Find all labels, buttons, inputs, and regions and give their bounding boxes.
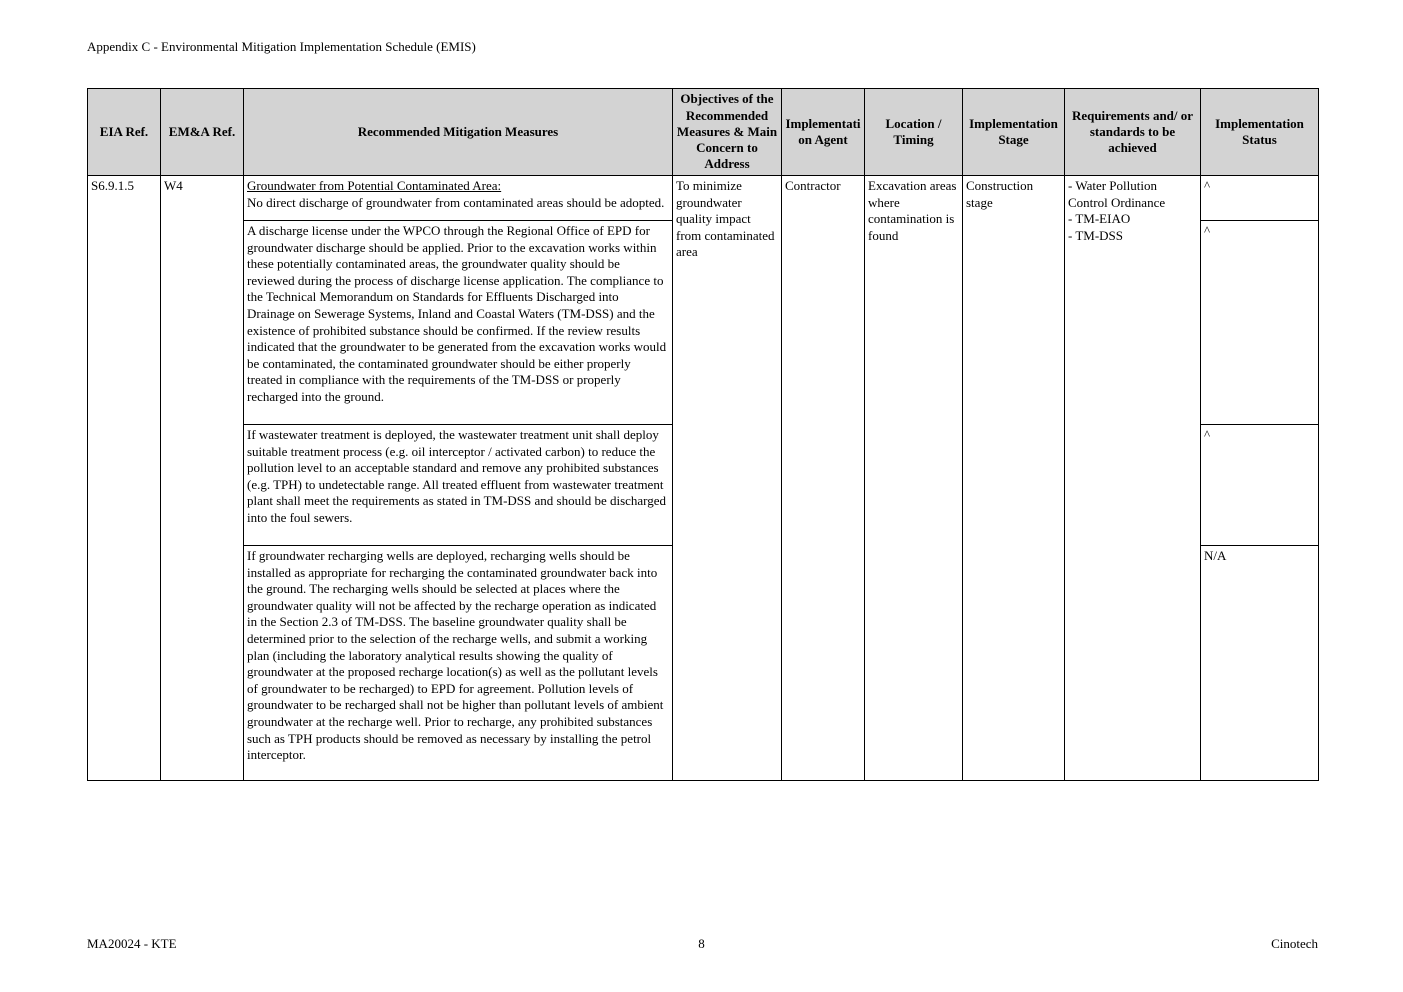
cell-status-3: ^ xyxy=(1201,425,1319,546)
footer-company: Cinotech xyxy=(1271,936,1318,951)
emis-table xyxy=(87,88,1319,781)
cell-requirements xyxy=(1065,176,1201,781)
requirement-item: - TM-DSS xyxy=(1068,227,1124,243)
cell-status-2: ^ xyxy=(1201,221,1319,425)
cell-ema-ref: W4 xyxy=(161,176,244,781)
header-objectives: Objectives of the Recommended Measures & Main Concern to Address xyxy=(673,89,782,176)
table-row xyxy=(88,176,1319,221)
cell-location-timing: Excavation areas where contamination is found xyxy=(865,176,963,781)
cell-measure-3: If wastewater treatment is deployed, the wastewater treatment unit shall deploy suitable treatment process (e.g. oil interceptor / activated carbon) to reduce the pollution level to an acceptable standard and remove any prohibited substances (e.g. TPH) to undetectable range. All treated effluent from wastewater treatment plant shall meet the requirements as stated in TM-DSS and should be discharged into the foul sewers. xyxy=(244,425,673,546)
footer-doc-ref: MA20024 - KTE xyxy=(87,936,177,951)
cell-implementation-agent: Contractor xyxy=(782,176,865,781)
cell-measure-4: If groundwater recharging wells are deployed, recharging wells should be installed as appropriate for recharging the contaminated groundwater back into the ground. The recharging wells should be selected at places where the groundwater quality will not be affected by the recharge operation as indicated in the Section 2.3 of TM-DSS. The baseline groundwater quality shall be determined prior to the selection of the recharge wells, and submit a working plan (including the laboratory analytical results showing the quality of groundwater at the proposed recharge location(s) as well as the pollutant levels of groundwater to be recharged) to EPD for agreement. Pollution levels of groundwater to be recharged shall not be higher than pollutant levels of ambient groundwater at the recharge well. Prior to recharge, any prohibited substances such as TPH products should be removed as necessary by installing the petrol interceptor. xyxy=(244,546,673,781)
cell-status-1: ^ xyxy=(1201,176,1319,221)
cell-eia-ref: S6.9.1.5 xyxy=(88,176,161,781)
header-implementation-status: Implementation Status xyxy=(1201,89,1319,176)
header-ema-ref: EM&A Ref. xyxy=(161,89,244,176)
requirement-item: - Water Pollution Control Ordinance xyxy=(1068,178,1166,210)
header-eia-ref: EIA Ref. xyxy=(88,89,161,176)
footer-page-number: 8 xyxy=(698,936,705,951)
header-requirements: Requirements and/ or standards to be achieved xyxy=(1065,89,1201,176)
measure-text: No direct discharge of groundwater from contaminated areas should be adopted. xyxy=(247,194,665,210)
requirement-item: - TM-EIAO xyxy=(1068,211,1131,227)
cell-objectives: To minimize groundwater quality impact from contaminated area xyxy=(673,176,782,781)
cell-measure-1 xyxy=(244,176,673,221)
header-mitigation-measures: Recommended Mitigation Measures xyxy=(244,89,673,176)
cell-implementation-stage: Construction stage xyxy=(963,176,1065,781)
header-location-timing: Location / Timing xyxy=(865,89,963,176)
header-implementation-stage: Implementation Stage xyxy=(963,89,1065,176)
page-title: Appendix C - Environmental Mitigation Implementation Schedule (EMIS) xyxy=(87,39,476,54)
table-header-row xyxy=(88,89,1319,176)
header-implementation-agent: Implementation Agent xyxy=(782,89,865,176)
measure-heading: Groundwater from Potential Contaminated Area: xyxy=(247,178,502,193)
cell-status-4: N/A xyxy=(1201,546,1319,781)
cell-measure-2: A discharge license under the WPCO through the Regional Office of EPD for groundwater discharge should be applied. Prior to the excavation works within these potentially contaminated areas, the groundwater quality should be reviewed during the process of discharge license application. The compliance to the Technical Memorandum on Standards for Effluents Discharged into Drainage on Sewerage Systems, Inland and Coastal Waters (TM-DSS) and the existence of prohibited substance should be confirmed. If the review results indicated that the groundwater to be generated from the excavation works would be contaminated, the contaminated groundwater should be either properly treated in compliance with the requirements of the TM-DSS or properly recharged into the ground. xyxy=(244,221,673,425)
